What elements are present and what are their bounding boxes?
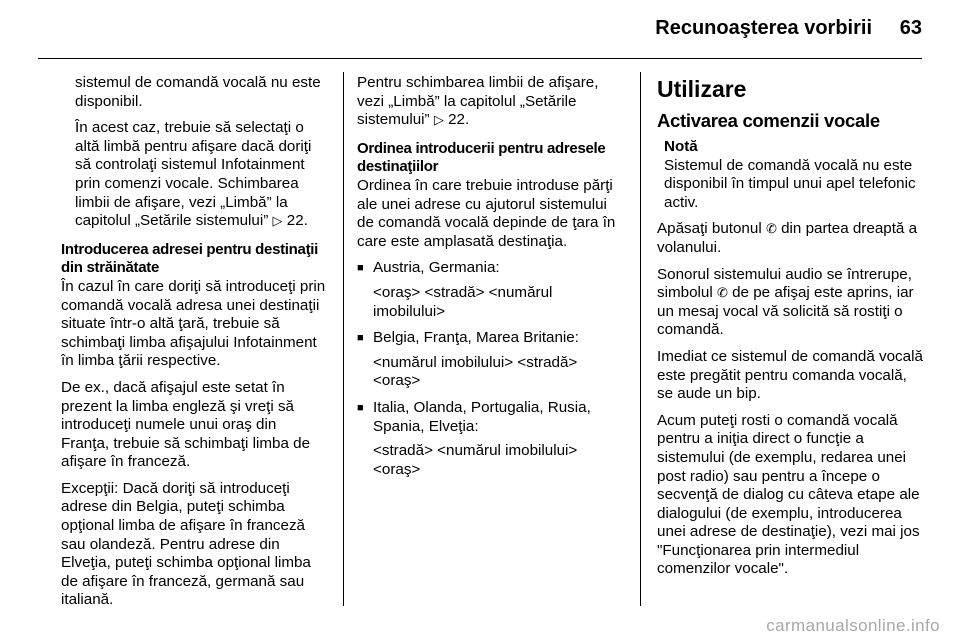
- paragraph: Apăsaţi butonul ✆ din partea dreaptă a volanului.: [657, 220, 918, 256]
- address-order: <oraş> <stradă> <numărul imobilului>: [373, 283, 553, 320]
- list-item: [357, 329, 619, 391]
- page-reference-icon: ▷: [272, 213, 283, 229]
- paragraph: Sonorul sistemului audio se întrerupe, simbolul ✆ de pe afişaj este aprins, iar un mesaj vocal vă solicită să rostiţi o comandă.: [657, 265, 914, 339]
- page-reference-icon: ▷: [433, 112, 444, 128]
- paragraph: De ex., dacă afişajul este setat în prezent la limba engleză şi vreţi să introduceţi numele unui oraş din Franţa, trebuie să schimbaţi limba de afişare în franceză.: [61, 378, 311, 471]
- list-item-label: ■ Italia, Olanda, Portugalia, Rusia, Spania, Elveţia:: [373, 398, 591, 435]
- column-divider: [640, 72, 641, 606]
- list-item: [357, 399, 619, 479]
- watermark: carmanualsonline.info: [766, 616, 940, 635]
- paragraph: În acest caz, trebuie să selectaţi o altă limbă pentru afişare dacă doriţi să controlaţi sistemul Infotainment prin comenzi vocale. Schimbarea limbii de afişare, vezi „Limbă” la capitolul „Setările sistemului” ▷ 22.: [75, 119, 312, 230]
- page-reference: 22.: [286, 212, 308, 230]
- voice-command-icon: ✆: [716, 285, 728, 301]
- column-3: [657, 74, 927, 587]
- bullet-list: [357, 259, 619, 479]
- column-divider: [343, 72, 344, 606]
- voice-command-icon: ✆: [765, 221, 777, 237]
- page-reference: 22.: [448, 111, 470, 129]
- paragraph: Imediat ce sistemul de comandă vocală este pregătit pentru comanda vocală, se aude un bip.: [657, 347, 923, 403]
- subsection-title: Activarea comenzii vocale: [657, 110, 880, 131]
- paragraph: În cazul în care doriţi să introduceţi prin comandă vocală adresa unei destinaţii situate într-o altă ţară, trebuie să schimbaţi limba afişajului Infotainment în limba ţării respective.: [61, 277, 326, 370]
- note-label: Notă: [664, 138, 698, 155]
- list-item: [357, 259, 619, 321]
- page-header: [0, 0, 960, 62]
- note-text: Sistemul de comandă vocală nu este disponibil în timpul unui apel telefonic activ.: [664, 156, 916, 211]
- address-order: <numărul imobilului> <stradă> <oraş>: [373, 353, 578, 390]
- note-box: [657, 138, 927, 212]
- paragraph: Ordinea în care trebuie introduse părţi ale unei adrese cu ajutorul sistemului de comandă vocală depinde de ţara în care este amplasată destinaţia.: [357, 176, 616, 250]
- page-number: 63: [899, 17, 922, 39]
- header-title: Recunoaşterea vorbirii: [655, 17, 872, 39]
- section-heading: Ordinea introducerii pentru adresele destinaţiilor: [357, 139, 606, 176]
- section-title: Utilizare: [657, 76, 747, 102]
- section-heading: Introducerea adresei pentru destinaţii din străinătate: [61, 240, 319, 277]
- list-item-label: ■ Austria, Germania:: [373, 259, 500, 277]
- paragraph: sistemul de comandă vocală nu este disponibil.: [75, 74, 321, 110]
- column-2: [357, 74, 619, 487]
- list-item-label: ■ Belgia, Franţa, Marea Britanie:: [373, 329, 579, 347]
- paragraph: Pentru schimbarea limbii de afişare, vezi „Limbă” la capitolul „Setările sistemului” ▷ 22.: [357, 74, 599, 129]
- address-order: <stradă> <numărul imobilului> <oraş>: [373, 442, 578, 478]
- column-1: [61, 74, 327, 618]
- header-rule: [38, 58, 922, 59]
- paragraph: Acum puteţi rosti o comandă vocală pentru a iniţia direct o funcţie a sistemului (de exemplu, redarea unei post radio) sau pentru a începe o secvenţă de dialog cu câteva etape ale dialogului (de exemplu, introducerea unei adrese de destinaţie), vezi mai jos "Funcţionarea prin intermediul comenzilor vocale".: [657, 411, 920, 578]
- paragraph: Excepţii: Dacă doriţi să introduceţi adrese din Belgia, puteţi schimba opţional limba de afişare în franceză sau olandeză. Pentru adrese din Elveţia, puteţi schimba opţional limba de afişare în franceză, germană sau italiană.: [61, 479, 311, 609]
